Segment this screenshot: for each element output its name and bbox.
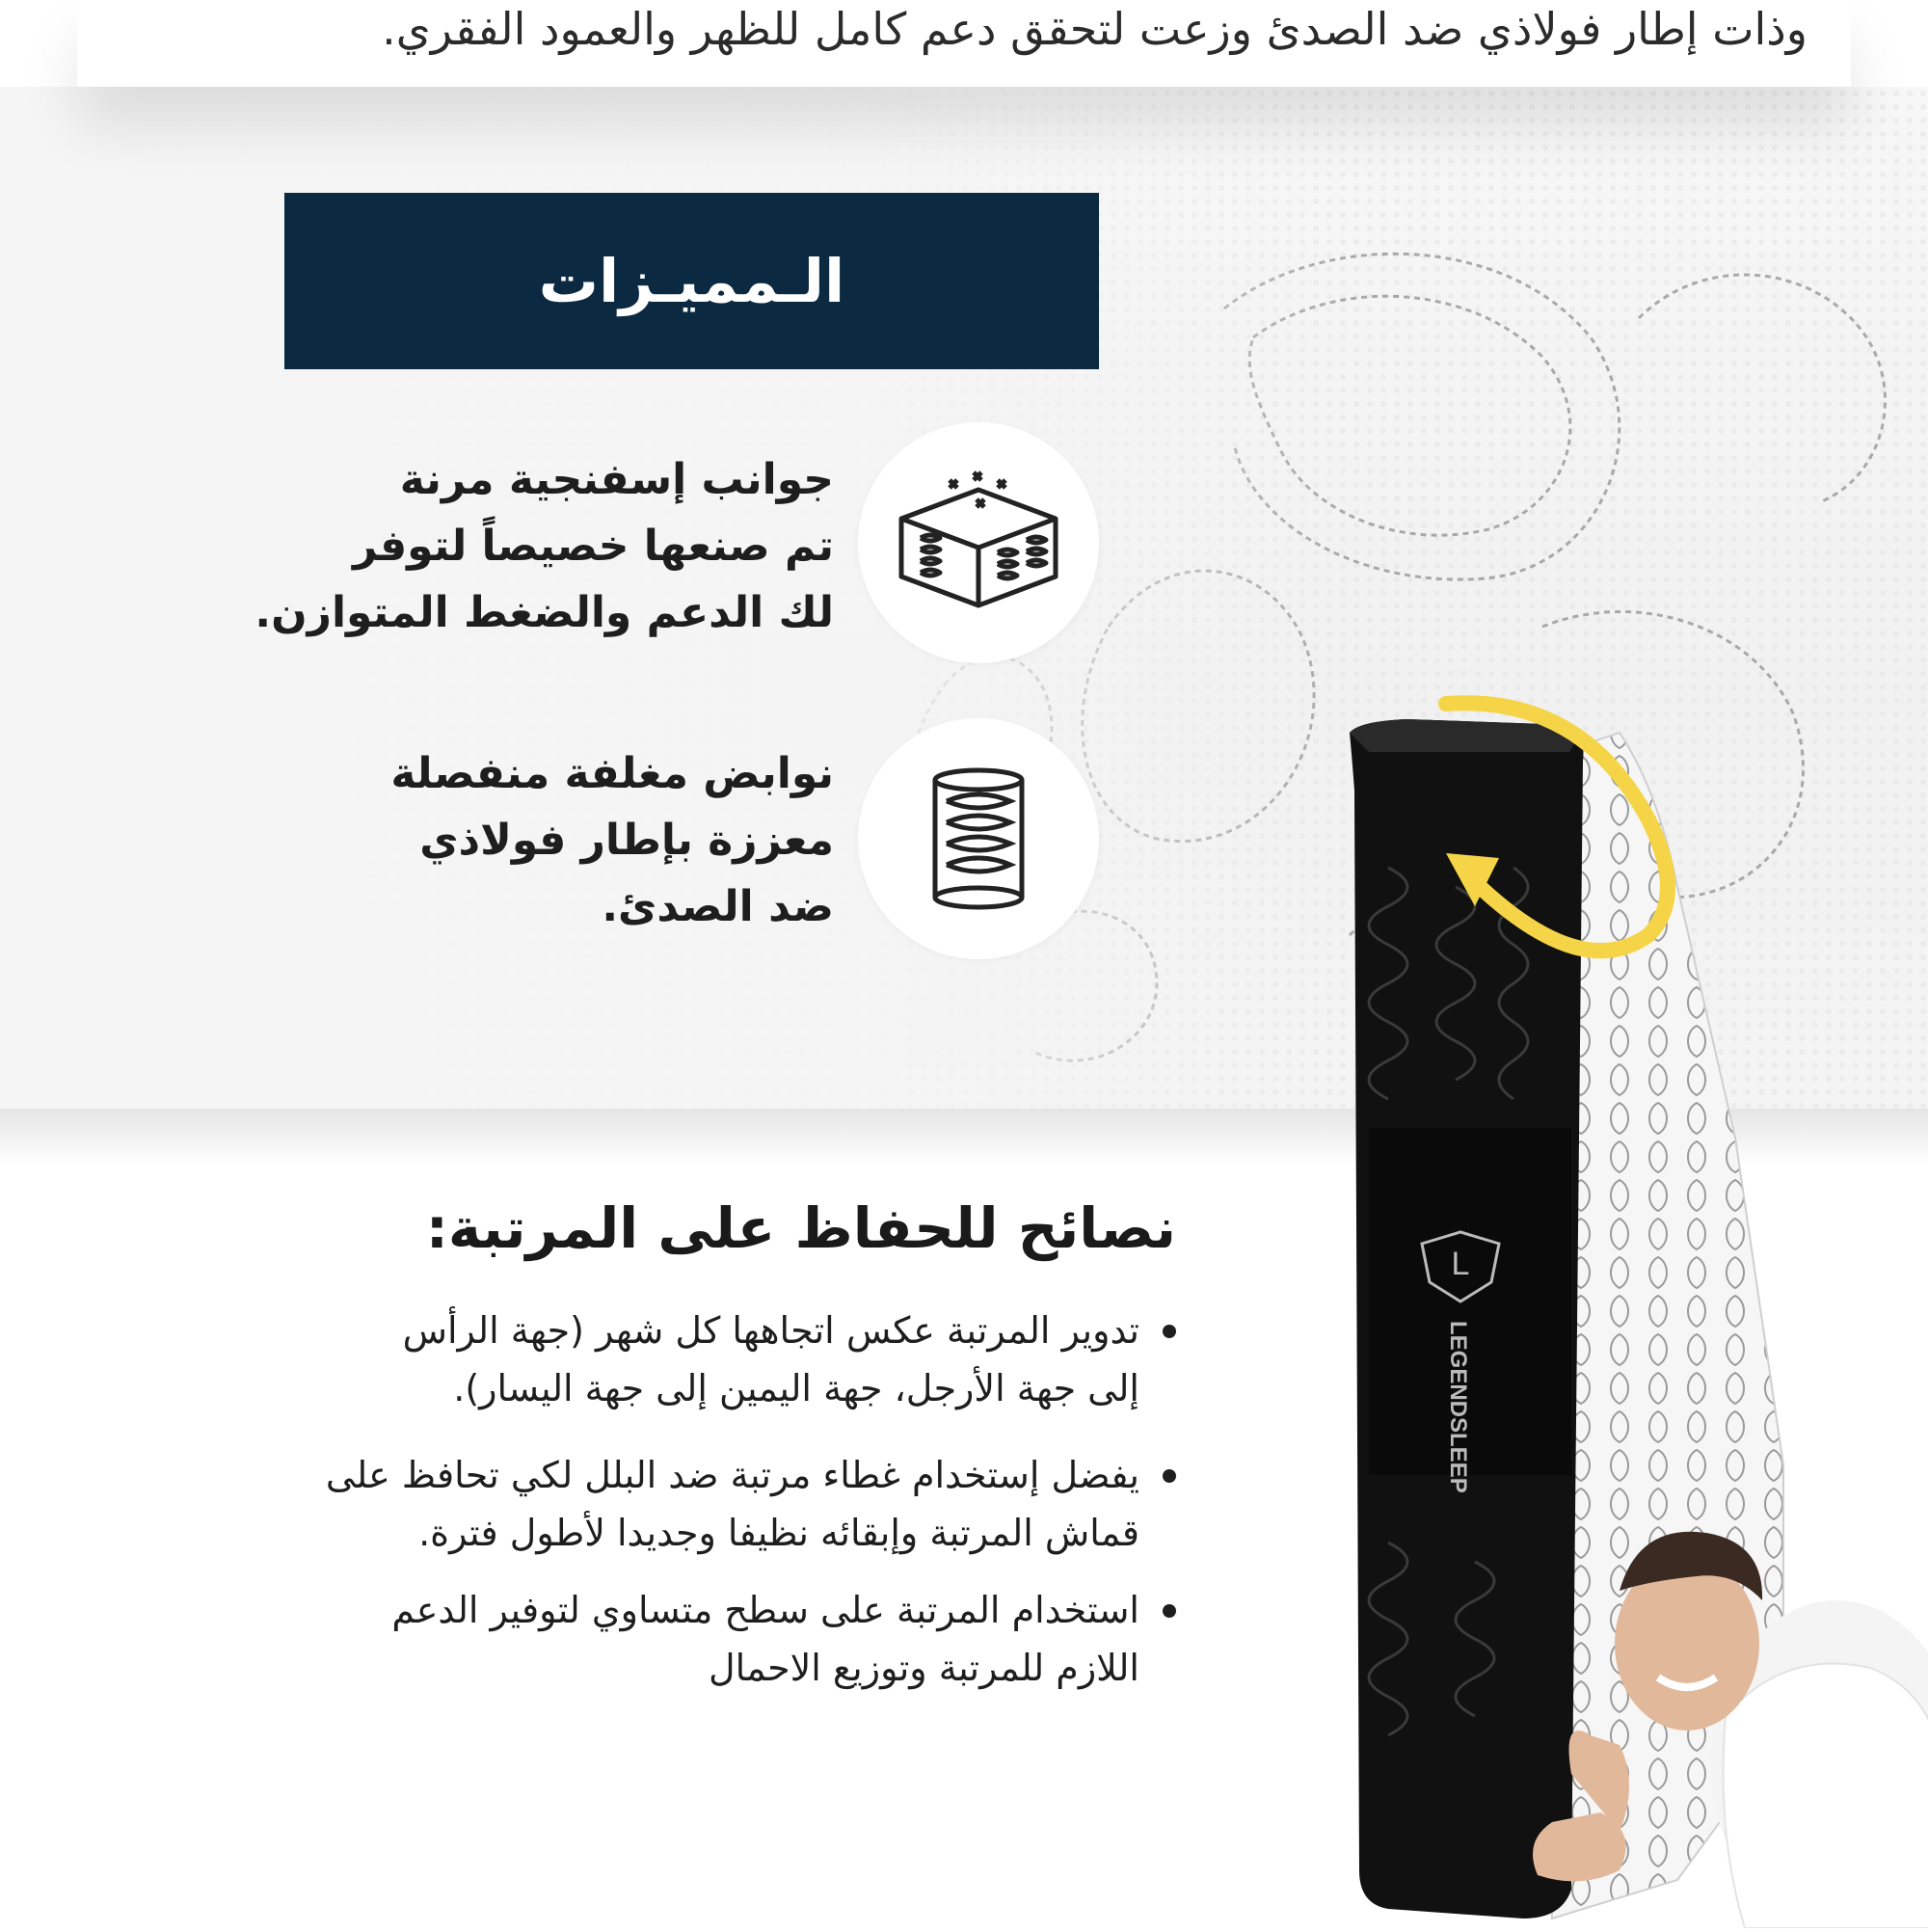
feature-line: نوابض مغلفة منفصلة [390,749,834,798]
features-header [284,193,1099,369]
intro-box [77,0,1851,87]
feature-text-1 [254,446,834,646]
feature-line: معززة بإطار فولاذي [419,816,834,865]
features-title: الـمميـزات [538,246,845,316]
intro-text: وذات إطار فولاذي ضد الصدئ وزعت لتحقق دعم كامل للظهر والعمود الفقري. [382,3,1808,55]
tip-item-2 [326,1446,1139,1562]
feature-text-2 [390,740,834,940]
bullet-icon [1163,1604,1176,1618]
feature-line: تم صنعها خصيصاً لتوفر [352,522,834,571]
tip-line: تدوير المرتبة عكس اتجاهها كل شهر (جهة الرأس [402,1309,1139,1352]
tip-item-3 [391,1581,1139,1697]
tip-line: إلى جهة الأرجل، جهة اليمين إلى جهة اليسار). [453,1367,1139,1409]
feature-line: ضد الصدئ. [602,882,834,931]
feature-line: لك الدعم والضغط المتوازن. [254,588,834,637]
feature-line: جوانب إسفنجية مرنة [399,455,834,504]
bullet-icon [1163,1325,1176,1338]
logo-text: LEGENDSLEEP [1445,1321,1471,1493]
tip-line: استخدام المرتبة على سطح متساوي لتوفير الدعم [391,1589,1139,1631]
mattress-springs-icon [892,470,1065,615]
tip-line: يفضل إستخدام غطاء مرتبة ضد البلل لكي تحافظ على [325,1454,1139,1496]
feature-icon-circle-2 [858,718,1099,959]
coil-spring-icon [925,766,1031,911]
mattress-product-image [1330,675,1928,1928]
logo-letter: L [1451,1246,1470,1282]
bullet-icon [1163,1469,1176,1483]
tip-item-1 [403,1301,1139,1417]
tip-line: اللازم للمرتبة وتوزيع الاحمال [708,1647,1139,1689]
tips-title: نصائح للحفاظ على المرتبة: [425,1195,1176,1261]
feature-icon-circle-1 [858,422,1099,663]
tip-line: قماش المرتبة وإبقائه نظيفا وجديدا لأطول فترة. [418,1512,1139,1554]
